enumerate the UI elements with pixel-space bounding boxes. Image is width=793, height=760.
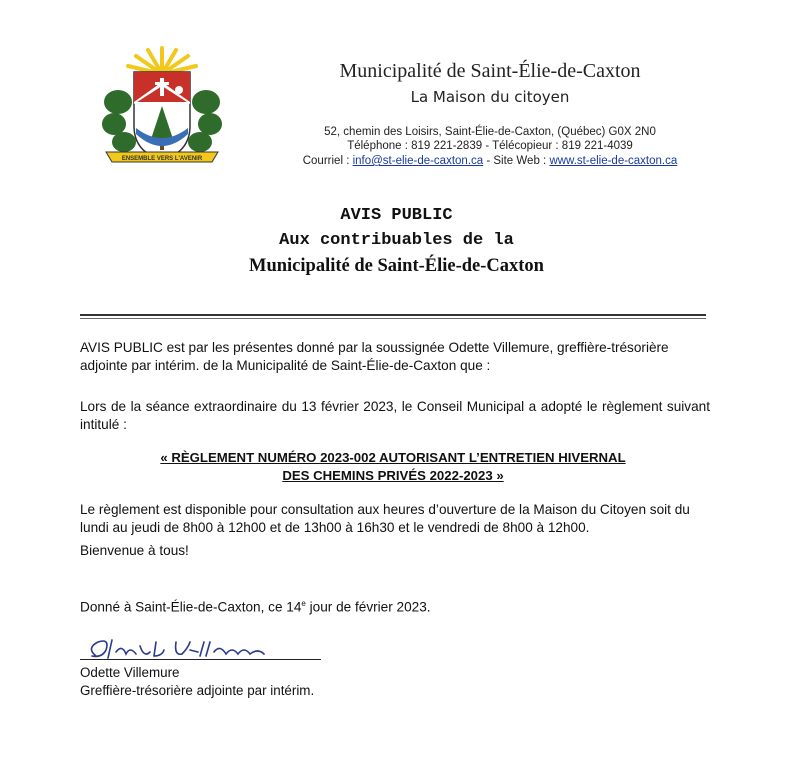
signatory-name: Odette Villemure [80,665,180,680]
signatory-role: Greffière-trésorière adjointe par intérim. [80,683,315,698]
divider [80,314,706,316]
site-label: - Site Web : [483,155,550,167]
given-at-text: Donné à Saint-Élie-de-Caxton, ce 14 [80,599,302,615]
email-label: Courriel : [302,155,353,167]
motto-ribbon-icon [106,152,218,162]
intro-paragraph: AVIS PUBLIC est par les présentes donné par la soussignée Odette Villemure, greffière-trésorière adjointe par intérim. de la Municipalité de Saint-Élie-de-Caxton que : [80,340,669,373]
given-at-text-end: jour de février 2023. [305,599,431,615]
shield-icon [134,72,190,160]
contact-line [230,155,750,167]
bylaw-title-line: DES CHEMINS PRIVÉS 2022-2023 » [282,468,504,483]
notice-title: AVIS PUBLIC [340,206,453,225]
consultation-paragraph: Le règlement est disponible pour consultation aux heures d’ouverture de la Maison du Citoyen soit du lundi au jeudi de 8h00 à 12h00 et de 13h00 à 16h30 et le vendredi de 8h00 à 12h00. [80,502,690,535]
municipal-crest-logo [100,44,224,168]
bylaw-title [80,449,706,485]
municipality-name: Municipalité de Saint-Élie-de-Caxton [339,60,641,82]
email-link[interactable]: info@st-elie-de-caxton.ca [352,155,484,167]
session-paragraph: Lors de la séance extraordinaire du 13 février 2023, le Conseil Municipal a adopté le règlement suivant intitulé : [80,399,710,432]
given-at-line [80,595,710,617]
signature-line [80,659,321,660]
municipality-subtitle: La Maison du citoyen [410,88,570,106]
welcome-text: Bienvenue à tous! [80,543,189,558]
website-link[interactable]: www.st-elie-de-caxton.ca [549,155,678,167]
sun-rays-icon [128,48,196,74]
notice-subtitle: Aux contribuables de la [279,231,514,250]
ordinal-suffix: e [301,599,306,608]
notice-municipality: Municipalité de Saint-Élie-de-Caxton [249,256,544,276]
svg-text:ENSEMBLE VERS L'AVENIR: ENSEMBLE VERS L'AVENIR [121,156,203,162]
phone-fax: Téléphone : 819 221-2839 - Télécopieur : 819 221-4039 [347,140,633,152]
divider [80,318,706,319]
address: 52, chemin des Loisirs, Saint-Élie-de-Caxton, (Québec) G0X 2N0 [324,126,656,138]
bylaw-title-line: « RÈGLEMENT NUMÉRO 2023-002 AUTORISANT L’ENTRETIEN HIVERNAL [160,450,626,465]
